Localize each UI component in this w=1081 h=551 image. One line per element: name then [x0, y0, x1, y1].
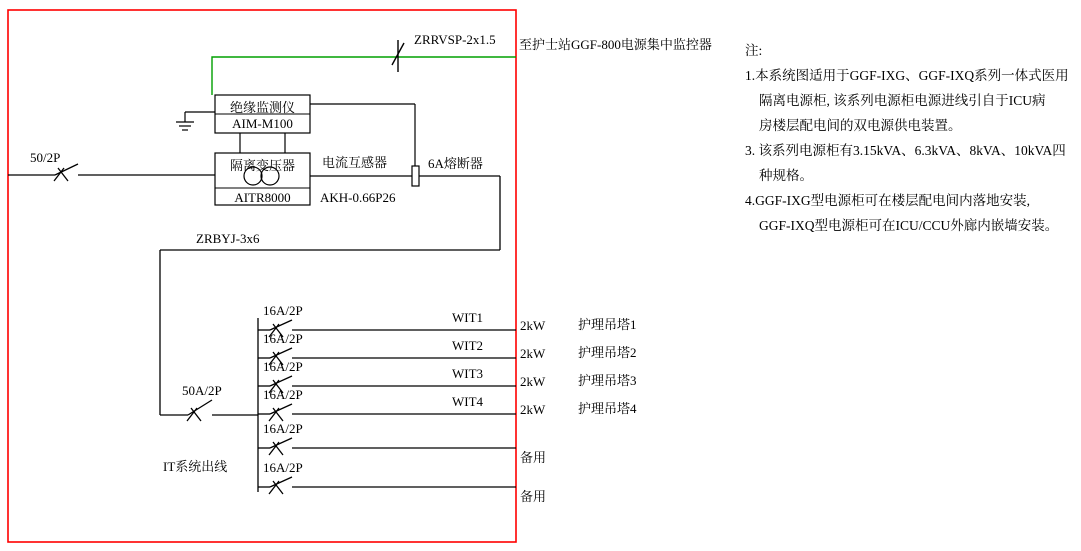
branch-load-2: 护理吊塔2: [578, 345, 637, 360]
branch-load-3: 护理吊塔3: [578, 373, 637, 388]
monitor-signal-wire: [212, 57, 516, 95]
isolation-transformer-model: AITR8000: [234, 190, 291, 205]
branch-tag-4: WIT4: [452, 394, 484, 409]
note-3-line-1: 3. 该系列电源柜有3.15kVA、6.3kVA、8kVA、10kVA四: [745, 143, 1066, 158]
it-outgoing-label: IT系统出线: [163, 459, 228, 474]
branch-breaker-3: 16A/2P: [263, 359, 303, 374]
fuse-label: 6A熔断器: [428, 156, 483, 171]
branch-breaker-2: 16A/2P: [263, 331, 303, 346]
insulation-monitor-model: AIM-M100: [232, 116, 293, 131]
branch-breaker-1: 16A/2P: [263, 303, 303, 318]
branch-tag-1: WIT1: [452, 310, 484, 325]
wire-count-slash: [392, 40, 404, 72]
note-3-line-2: 种规格。: [759, 168, 813, 183]
note-1-line-2: 隔离电源柜, 该系列电源柜电源进线引自于ICU病: [759, 93, 1046, 108]
branch-power-4: 2kW: [520, 402, 546, 417]
branch-load-5: 备用: [520, 450, 547, 465]
fuse-symbol: [412, 166, 419, 186]
current-transformer-model: AKH-0.66P26: [320, 190, 396, 205]
branch-power-1: 2kW: [520, 318, 546, 333]
note-4-line-2: GGF-IXQ型电源柜可在ICU/CCU外廊内嵌墙安装。: [759, 218, 1059, 233]
cabinet-boundary: [8, 10, 516, 542]
branch-breaker-5: 16A/2P: [263, 421, 303, 436]
branch-tag-3: WIT3: [452, 366, 484, 381]
control-cable-label: ZRRVSP-2x1.5: [414, 32, 496, 47]
incoming-line: [8, 164, 215, 181]
monitor-destination-label: 至护士站GGF-800电源集中监控器: [519, 37, 712, 52]
output-cable-label: ZRBYJ-3x6: [196, 231, 260, 246]
branch-breaker-4: 16A/2P: [263, 387, 303, 402]
branch-power-3: 2kW: [520, 374, 546, 389]
insulation-monitor-name: 绝缘监测仪: [229, 100, 295, 115]
notes-heading: 注:: [745, 43, 763, 58]
branch-load-1: 护理吊塔1: [578, 317, 637, 332]
branch-load-4: 护理吊塔4: [578, 401, 637, 416]
current-transformer-name: 电流互感器: [322, 155, 388, 170]
isolation-transformer-name: 隔离变压器: [229, 158, 295, 173]
note-1-line-1: 1.本系统图适用于GGF-IXG、GGF-IXQ系列一体式医用: [745, 68, 1069, 83]
branch-tag-2: WIT2: [452, 338, 484, 353]
earth-connection: [176, 112, 215, 130]
notes-block: [745, 38, 1075, 238]
main-outgoing-breaker-label: 50A/2P: [182, 383, 222, 398]
branch-power-2: 2kW: [520, 346, 546, 361]
branch-load-6: 备用: [520, 489, 547, 504]
note-1-line-3: 房楼层配电间的双电源供电装置。: [759, 118, 962, 133]
incoming-breaker-label: 50/2P: [30, 150, 61, 165]
note-4-line-1: 4.GGF-IXG型电源柜可在楼层配电间内落地安装,: [745, 193, 1030, 208]
monitor-to-transformer: [240, 133, 285, 153]
branch-breaker-6: 16A/2P: [263, 460, 303, 475]
